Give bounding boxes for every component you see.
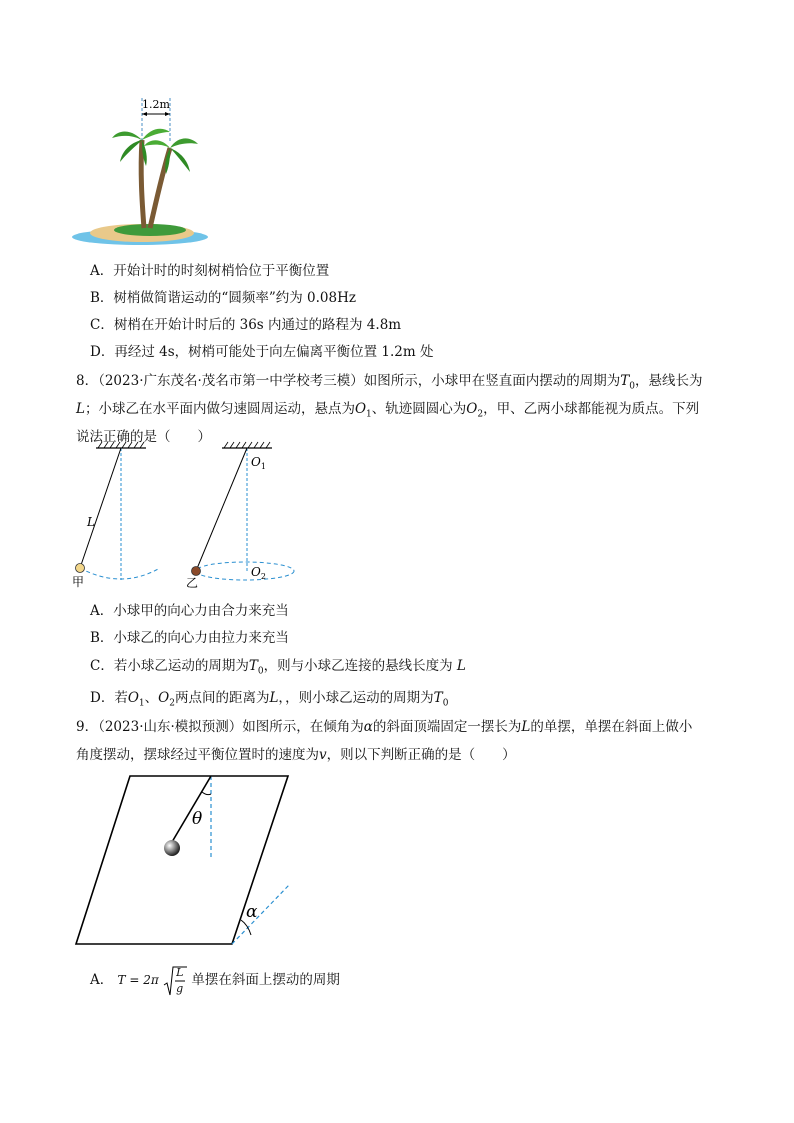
q8-option-b: B．小球乙的向心力由拉力来充当 (90, 630, 289, 646)
q7-option-b: B．树梢做简谐运动的“圆频率”约为 0.08Hz (90, 290, 356, 306)
width-label: 1.2m (142, 98, 170, 111)
q8-stem-line2: L；小球乙在水平面内做匀速圆周运动，悬点为$O_1$、轨迹圆圆心为$O_2$，甲、乙两小球都能视为质点。下列 (76, 401, 700, 420)
label-O2: $O_2$ (251, 565, 266, 581)
q9-stem-line2: 角度摆动，摆球经过平衡位置时的速度为v，则以下判断正确的是（ ） (76, 747, 516, 763)
q8-option-c: C．若小球乙运动的周期为$T_0$，则与小球乙连接的悬线长度为 L (90, 658, 466, 677)
period-formula: T = 2π (117, 973, 159, 987)
label-theta: θ (192, 809, 203, 829)
label-jia: 甲 (72, 575, 85, 588)
label-L: L (87, 515, 95, 529)
q7-option-c: C．树梢在开始计时后的 36s 内通过的路程为 4.8m (90, 317, 402, 333)
q7-option-d: D．再经过 4s，树梢可能处于向左偏离平衡位置 1.2m 处 (90, 344, 434, 360)
q8-stem-line3: 说法正确的是（ ） (76, 429, 211, 445)
label-O1: $O_1$ (251, 455, 266, 471)
palm-island-figure (70, 92, 210, 250)
q9-option-a: A． T = 2π L g 单摆在斜面上摆动的周期 (90, 965, 340, 995)
pendulum-figure (70, 440, 310, 588)
incline-pendulum-figure (70, 770, 300, 950)
q7-option-a: A．开始计时的时刻树梢恰位于平衡位置 (90, 263, 330, 279)
q8-stem-line1: 8．（2023·广东茂名·茂名市第一中学校考三模）如图所示，小球甲在竖直面内摆动的周期为$T_0$，悬线长为 (76, 373, 703, 392)
label-yi: 乙 (186, 576, 199, 588)
q8-option-d: D．若$O_1$、$O_2$两点间的距离为L，，则小球乙运动的周期为$T_0$ (90, 690, 449, 709)
q9-stem-line1: 9．（2023·山东·模拟预测）如图所示，在倾角为α的斜面顶端固定一摆长为L的单摆，单摆在斜面上做小 (76, 719, 693, 735)
label-alpha: α (246, 902, 258, 922)
q8-option-a: A．小球甲的向心力由合力来充当 (90, 603, 289, 619)
sqrt-fraction: L g (163, 965, 187, 997)
